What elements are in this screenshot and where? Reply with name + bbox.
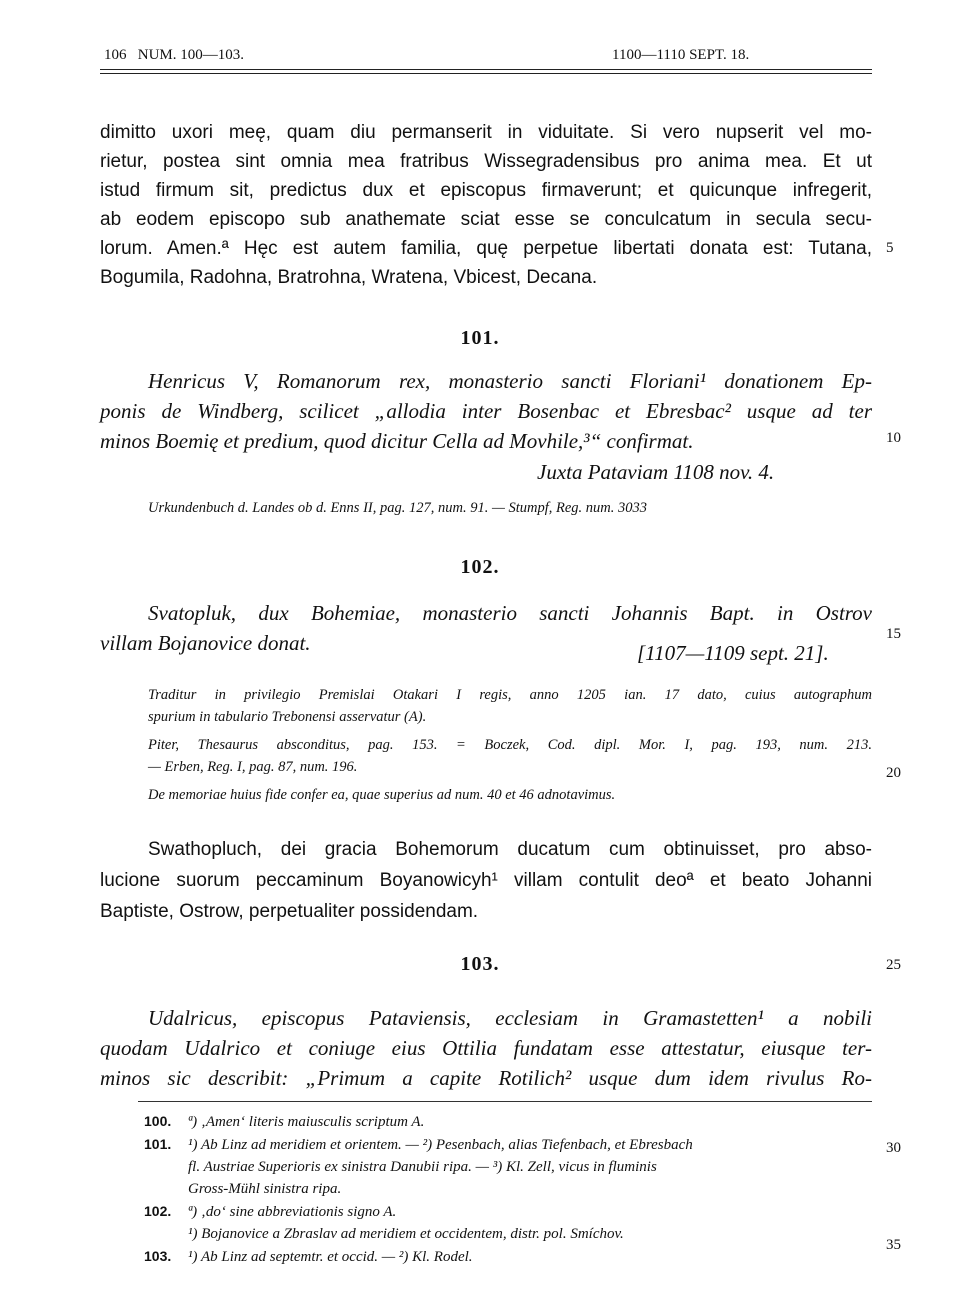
regest-line: ponis de Windberg, scilicet „allodia inter Bosenbac et Ebresbac² usque ad ter [100, 399, 872, 423]
regest-line: villam Bojanovice donat. [100, 631, 311, 655]
text-line: Swathopluch, dei gracia Bohemorum ducatum cum obtinuisset, pro abso- [148, 839, 872, 860]
footnote-line: fl. Austriae Superioris ex sinistra Danubii ripa. — ³) Kl. Zell, vicus in fluminis [188, 1159, 657, 1175]
footnote-label: 100. [144, 1113, 172, 1129]
running-header-right: 1100—1110 SEPT. 18. [612, 47, 750, 63]
regest-line: minos sic describit: „Primum a capite Rotilich² usque dum idem rivulus Ro- [100, 1066, 872, 1090]
body-line: rietur, postea sint omnia mea fratribus Wissegradensibus pro anima mea. Et ut [100, 151, 872, 172]
footnote-line: ¹) Ab Linz ad septemtr. et occid. — ²) Kl. Rodel. [188, 1249, 473, 1265]
source-line: Traditur in privilegio Premislai Otakari I regis, anno 1205 ian. 17 dato, cuius autographum [148, 687, 872, 703]
footnote-label: 102. [144, 1203, 172, 1219]
footnote-line: ¹) Bojanovice a Zbraslav ad meridiem et occidentem, distr. pol. Smíchov. [188, 1226, 624, 1242]
regest-line: Udalricus, episcopus Pataviensis, ecclesiam in Gramastetten¹ a nobili [148, 1006, 872, 1030]
running-header-left: 106 NUM. 100—103. [104, 47, 245, 63]
regest-line: quodam Udalrico et coniuge eius Ottilia fundatam esse attestatur, eiusque ter- [100, 1036, 872, 1060]
source-line: De memoriae huius fide confer ea, quae superius ad num. 40 et 46 adnotavimus. [148, 787, 616, 803]
sources-102 [148, 684, 872, 806]
body-text-top [100, 118, 872, 292]
footnote-101 [144, 1133, 872, 1200]
document-number-101: 101. [460, 327, 500, 349]
footnote-rule [138, 1101, 872, 1102]
line-number: 10 [886, 430, 901, 446]
date-102: [1107—1109 sept. 21]. [637, 641, 829, 665]
body-line: Bogumila, Radohna, Bratrohna, Wratena, Vbicest, Decana. [100, 267, 598, 288]
text-line: Baptiste, Ostrow, perpetualiter possidendam. [100, 901, 479, 922]
regest-line: minos Boemię et predium, quod dicitur Cella ad Movhile,³“ confirmat. [100, 429, 694, 453]
footnote-line: Gross-Mühl sinistra ripa. [188, 1181, 342, 1197]
line-number: 15 [886, 626, 901, 642]
footnote-100 [144, 1110, 872, 1133]
footnote-line: ª) ‚Amen‘ literis maiusculis scriptum A. [188, 1114, 425, 1130]
text-102 [100, 835, 872, 928]
footnote-103 [144, 1245, 872, 1268]
header-rule [100, 69, 872, 70]
line-number: 30 [886, 1140, 901, 1156]
body-line: dimitto uxori meę, quam diu permanserit in viduitate. Si vero nupserit vel mo- [100, 122, 872, 143]
line-number: 20 [886, 765, 901, 781]
document-number-103: 103. [460, 953, 500, 975]
line-number: 25 [886, 957, 901, 973]
text-line: lucione suorum peccaminum Boyanowicyh¹ villam contulit deoª et beato Johanni [100, 870, 872, 891]
line-number: 35 [886, 1237, 901, 1253]
regest-103 [100, 1003, 872, 1093]
header-rule-2 [100, 73, 872, 74]
footnote-102 [144, 1200, 872, 1245]
source-line: spurium in tabulario Trebonensi asservatur (A). [148, 709, 427, 725]
body-line: istud firmum sit, predictus dux et episcopus firmaverunt; et quicunque infregerit, [100, 180, 872, 201]
place-date-101: Juxta Pataviam 1108 nov. 4. [537, 460, 775, 484]
footnote-line: ¹) Ab Linz ad meridiem et orientem. — ²) Pesenbach, alias Tiefenbach, et Ebresbach [188, 1137, 693, 1153]
line-number: 5 [886, 240, 894, 256]
footnote-label: 101. [144, 1136, 172, 1152]
footnotes [144, 1110, 872, 1268]
body-line: lorum. Amen.ª Hęc est autem familia, quę perpetue libertati donata est: Tutana, [100, 238, 872, 259]
regest-line: Henricus V, Romanorum rex, monasterio sancti Floriani¹ donationem Ep- [148, 369, 872, 393]
source-line: — Erben, Reg. I, pag. 87, num. 196. [148, 759, 358, 775]
footnote-line: ª) ‚do‘ sine abbreviationis signo A. [188, 1204, 397, 1220]
source-line: Piter, Thesaurus absconditus, pag. 153. = Boczek, Cod. dipl. Mor. I, pag. 193, num. 213. [148, 737, 872, 753]
footnote-label: 103. [144, 1248, 172, 1264]
document-number-102: 102. [460, 556, 500, 578]
regest-101 [100, 366, 872, 456]
body-line: ab eodem episcopo sub anathemate sciat esse se conculcatum in secula secu- [100, 209, 872, 230]
source-101: Urkundenbuch d. Landes ob d. Enns II, pag. 127, num. 91. — Stumpf, Reg. num. 3033 [148, 500, 648, 516]
regest-line: Svatopluk, dux Bohemiae, monasterio sancti Johannis Bapt. in Ostrov [148, 601, 872, 625]
